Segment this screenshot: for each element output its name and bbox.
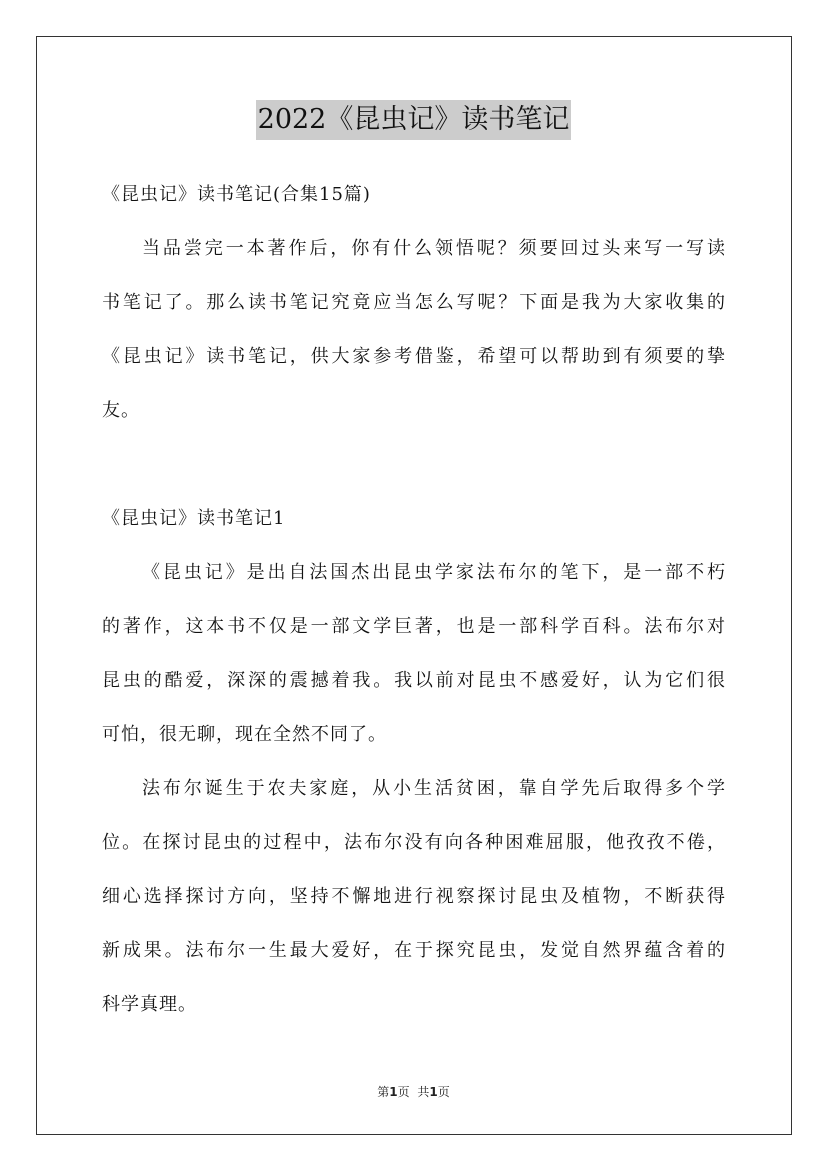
intro-line-1: 当品尝完一本著作后，你有什么领悟呢？须要回过头来写一写读: [142, 238, 726, 259]
footer-page-suffix: 页: [397, 1085, 410, 1099]
intro-line-3: 《昆虫记》读书笔记，供大家参考借鉴，希望可以帮助到有须要的挚: [102, 346, 726, 367]
footer-total-suffix: 页: [437, 1085, 450, 1099]
intro-line-4: 友。: [102, 400, 140, 421]
footer-prefix: 第: [377, 1085, 390, 1099]
footer-total-pages: 1: [429, 1085, 438, 1099]
document-subtitle: 《昆虫记》读书笔记(合集15篇): [102, 184, 371, 205]
paragraph2-line-3: 细心选择探讨方向，坚持不懈地进行视察探讨昆虫及植物，不断获得: [102, 886, 726, 907]
title-container: [0, 100, 827, 140]
paragraph2-line-4: 新成果。法布尔一生最大爱好，在于探究昆虫，发觉自然界蕴含着的: [102, 940, 726, 961]
paragraph1-line-3: 昆虫的酷爱，深深的震撼着我。我以前对昆虫不感爱好，认为它们很: [102, 670, 726, 691]
intro-line-2: 书笔记了。那么读书笔记究竟应当怎么写呢？下面是我为大家收集的: [102, 292, 726, 313]
section-heading: 《昆虫记》读书笔记1: [102, 508, 286, 529]
footer-total-prefix: 共: [417, 1085, 430, 1099]
document-title: 2022《昆虫记》读书笔记: [256, 100, 572, 140]
paragraph2-line-1: 法布尔诞生于农夫家庭，从小生活贫困，靠自学先后取得多个学: [142, 778, 726, 799]
paragraph2-line-5: 科学真理。: [102, 994, 197, 1015]
paragraph1-line-2: 的著作，这本书不仅是一部文学巨著，也是一部科学百科。法布尔对: [102, 616, 726, 637]
paragraph2-line-2: 位。在探讨昆虫的过程中，法布尔没有向各种困难屈服，他孜孜不倦，: [102, 832, 726, 853]
footer-page-number: 1: [389, 1085, 398, 1099]
page-footer: [0, 1084, 827, 1100]
paragraph1-line-4: 可怕，很无聊，现在全然不同了。: [102, 724, 387, 745]
paragraph1-line-1: 《昆虫记》是出自法国杰出昆虫学家法布尔的笔下，是一部不朽: [142, 562, 726, 583]
